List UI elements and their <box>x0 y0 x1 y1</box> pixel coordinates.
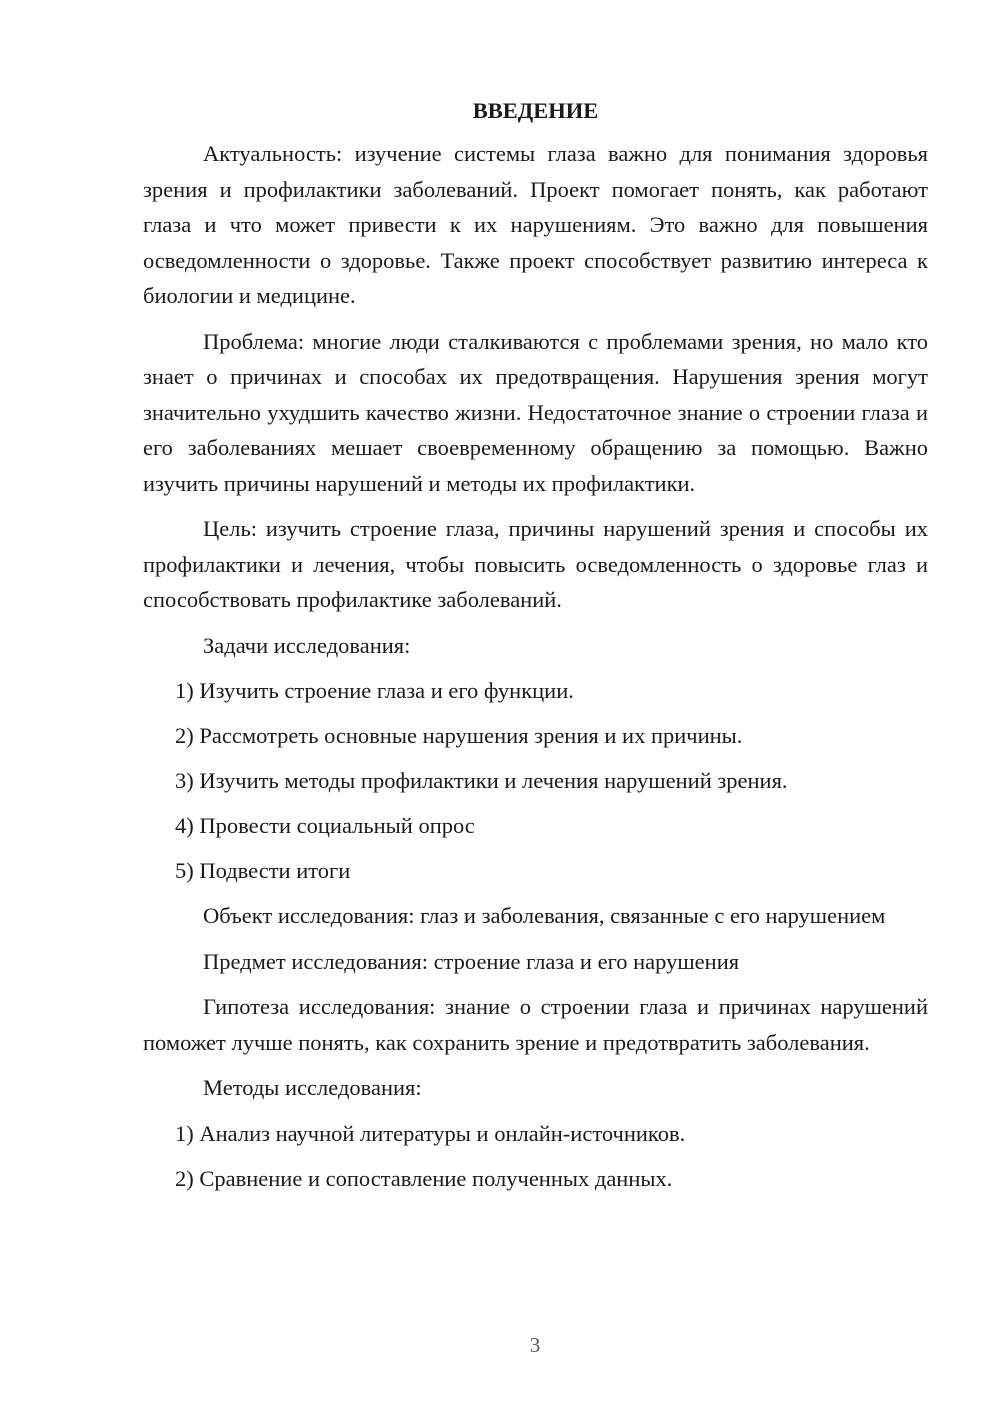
methods-list <box>143 1116 928 1197</box>
goal-paragraph: Цель: изучить строение глаза, причины нарушений зрения и способы их профилактики и лечения, чтобы повысить осведомленность о здоровье глаз и способствовать профилактике заболеваний. <box>143 516 928 612</box>
relevance-paragraph: Актуальность: изучение системы глаза важно для понимания здоровья зрения и профилактики заболеваний. Проект помогает понять, как работают глаза и что может привести к их нарушениям. Это важно для повышения осведомленности о здоровье. Также проект способствует развитию интереса к биологии и медицине. <box>143 141 928 308</box>
section-title: ВВЕДЕНИЕ <box>472 98 599 123</box>
methods-heading: Методы исследования: <box>203 1075 422 1100</box>
object-paragraph: Объект исследования: глаз и заболевания, связанные с его нарушением <box>203 903 886 928</box>
page-content <box>143 96 928 1206</box>
task-item: 3) Изучить методы профилактики и лечения нарушений зрения. <box>175 768 788 793</box>
hypothesis-paragraph: Гипотеза исследования: знание о строении глаза и причинах нарушений поможет лучше понять, как сохранить зрение и предотвратить заболевания. <box>143 994 928 1055</box>
problem-paragraph: Проблема: многие люди сталкиваются с проблемами зрения, но мало кто знает о причинах и способах их предотвращения. Нарушения зрения могут значительно ухудшить качество жизни. Недостаточное знание о строении глаза и его заболеваниях мешает своевременному обращению за помощью. Важно изучить причины нарушений и методы их профилактики. <box>143 328 928 496</box>
subject-paragraph: Предмет исследования: строение глаза и его нарушения <box>203 948 740 974</box>
task-item: 2) Рассмотреть основные нарушения зрения и их причины. <box>175 723 743 748</box>
task-item: 1) Изучить строение глаза и его функции. <box>175 678 574 703</box>
task-item: 4) Провести социальный опрос <box>175 813 475 838</box>
tasks-heading: Задачи исследования: <box>203 632 411 658</box>
task-item: 5) Подвести итоги <box>175 858 351 883</box>
tasks-list <box>143 673 928 889</box>
method-item: 2) Сравнение и сопоставление полученных данных. <box>175 1165 673 1191</box>
method-item: 1) Анализ научной литературы и онлайн-источников. <box>175 1120 686 1146</box>
page-number: 3 <box>529 1333 541 1357</box>
